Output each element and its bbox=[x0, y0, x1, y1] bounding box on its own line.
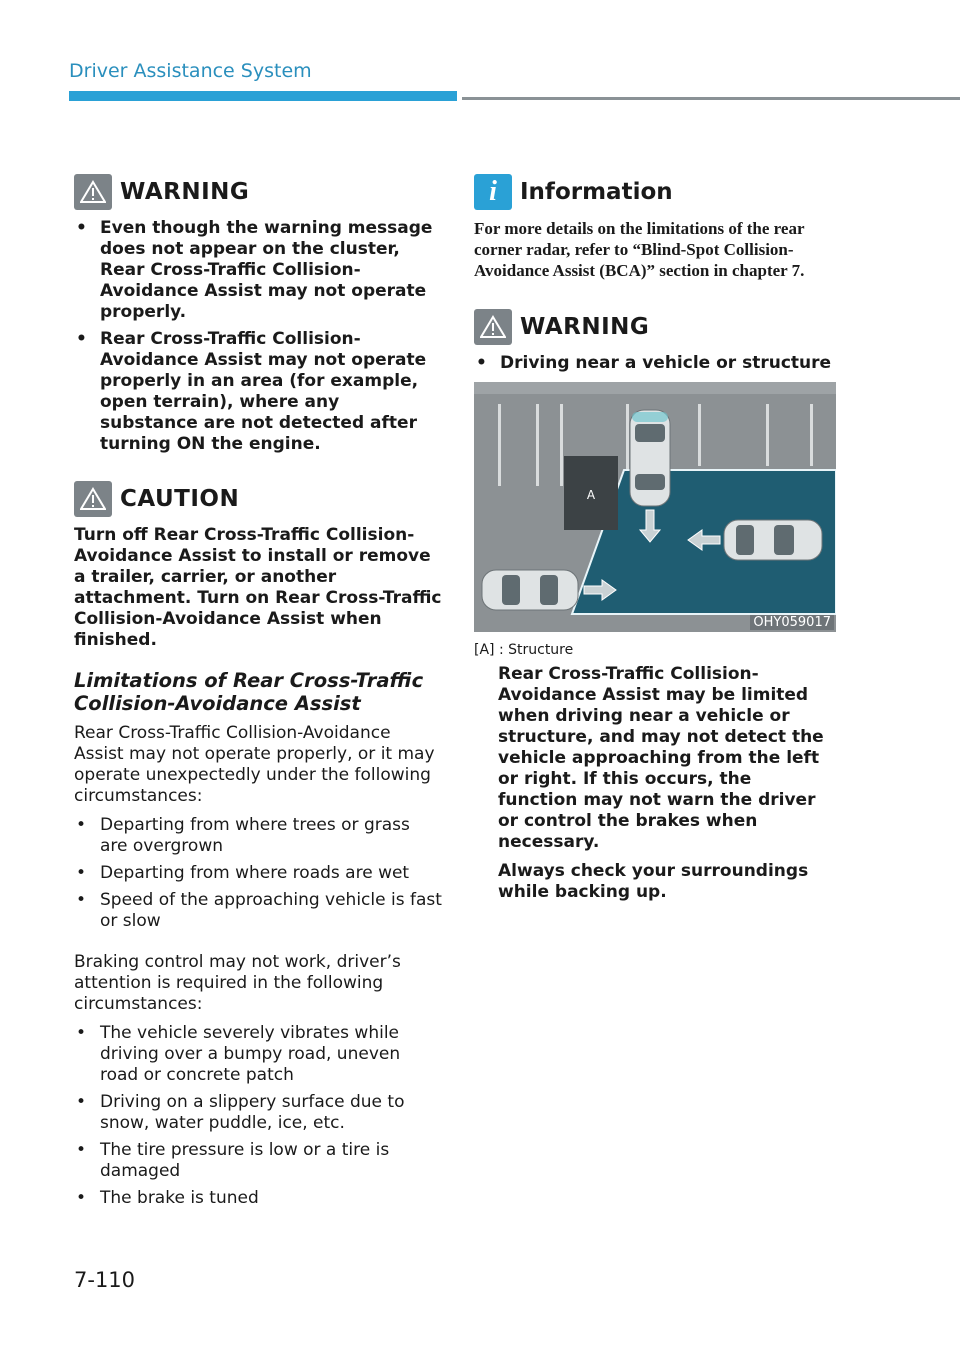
info-icon: i bbox=[474, 174, 512, 210]
approaching-car-right bbox=[724, 520, 822, 560]
caution-triangle-icon bbox=[74, 481, 112, 517]
header-rule-accent bbox=[69, 91, 457, 101]
limitations-intro: Rear Cross-Traffic Collision-Avoidance Assist may not operate properly, or it may operate unexpectedly under the following circumstances: bbox=[74, 723, 435, 806]
braking-item: • Driving on a slippery surface due to snow, water puddle, ice, etc. bbox=[74, 1092, 442, 1134]
information-text: For more details on the limitations of the rear corner radar, refer to “Blind-Spot Collision-Avoidance Assist (BCA)” section in chapter 7. bbox=[474, 219, 805, 280]
left-column bbox=[74, 172, 442, 1215]
figure-code: OHY059017 bbox=[750, 615, 834, 630]
limitation-item: • Departing from where trees or grass are overgrown bbox=[74, 815, 442, 857]
warning-label: WARNING bbox=[120, 179, 250, 205]
page-number: 7-110 bbox=[74, 1268, 136, 1292]
warning-bullet: • Driving near a vehicle or structure bbox=[474, 353, 836, 374]
stall-line bbox=[560, 404, 563, 486]
limitations-heading: Limitations of Rear Cross-Traffic Collision-Avoidance Assist bbox=[74, 669, 424, 715]
caution-box bbox=[74, 479, 442, 651]
header-rule-gray bbox=[462, 97, 960, 100]
warning-box-right bbox=[474, 307, 836, 903]
warning-item: • Rear Cross-Traffic Collision-Avoidance Assist may not operate properly in an area (for example, open terrain), where any substance are not detected after turning ON the engine. bbox=[74, 329, 442, 455]
reversing-car bbox=[630, 410, 670, 506]
approaching-car-left bbox=[482, 570, 578, 610]
warning-item: • Even though the warning message does not appear on the cluster, Rear Cross-Traffic Collision-Avoidance Assist may not operate properly. bbox=[74, 218, 442, 323]
caution-label: CAUTION bbox=[120, 486, 240, 512]
header-title: Driver Assistance System bbox=[69, 60, 312, 82]
warning-body: Rear Cross-Traffic Collision-Avoidance Assist may be limited when driving near a vehicle or structure, and may not detect the vehicle approaching from the left or right. If this occurs, the function may not warn the driver or control the brakes when necessary. bbox=[498, 664, 824, 852]
information-label: Information bbox=[520, 179, 673, 205]
information-box bbox=[474, 172, 836, 281]
limitation-item: • Speed of the approaching vehicle is fast or slow bbox=[74, 890, 442, 932]
braking-item: • The tire pressure is low or a tire is damaged bbox=[74, 1140, 442, 1182]
braking-intro: Braking control may not work, driver’s attention is required in the following circumstances: bbox=[74, 952, 401, 1014]
limitations-section bbox=[74, 669, 442, 1209]
parking-diagram-svg bbox=[474, 382, 836, 632]
warning-box-left bbox=[74, 172, 442, 455]
warning-body: Always check your surroundings while backing up. bbox=[498, 861, 809, 902]
figure-caption: [A] : Structure bbox=[474, 642, 574, 658]
stall-line bbox=[766, 404, 769, 466]
right-column bbox=[474, 172, 836, 903]
structure-label: A bbox=[586, 488, 596, 502]
warning-triangle-icon bbox=[474, 309, 512, 345]
warning-label: WARNING bbox=[520, 314, 650, 340]
braking-item: • The brake is tuned bbox=[74, 1188, 442, 1209]
stall-line bbox=[810, 404, 813, 466]
parking-diagram bbox=[474, 382, 836, 632]
braking-item: • The vehicle severely vibrates while driving over a bumpy road, uneven road or concrete patch bbox=[74, 1023, 442, 1086]
stall-line bbox=[536, 404, 539, 486]
warning-triangle-icon bbox=[74, 174, 112, 210]
stall-line bbox=[698, 404, 701, 466]
limitation-item: • Departing from where roads are wet bbox=[74, 863, 442, 884]
caution-text: Turn off Rear Cross-Traffic Collision-Avoidance Assist to install or remove a trailer, carrier, or another attachment. Turn on Rear Cross-Traffic Collision-Avoidance Assist when finished. bbox=[74, 525, 442, 650]
stall-line bbox=[498, 404, 501, 486]
